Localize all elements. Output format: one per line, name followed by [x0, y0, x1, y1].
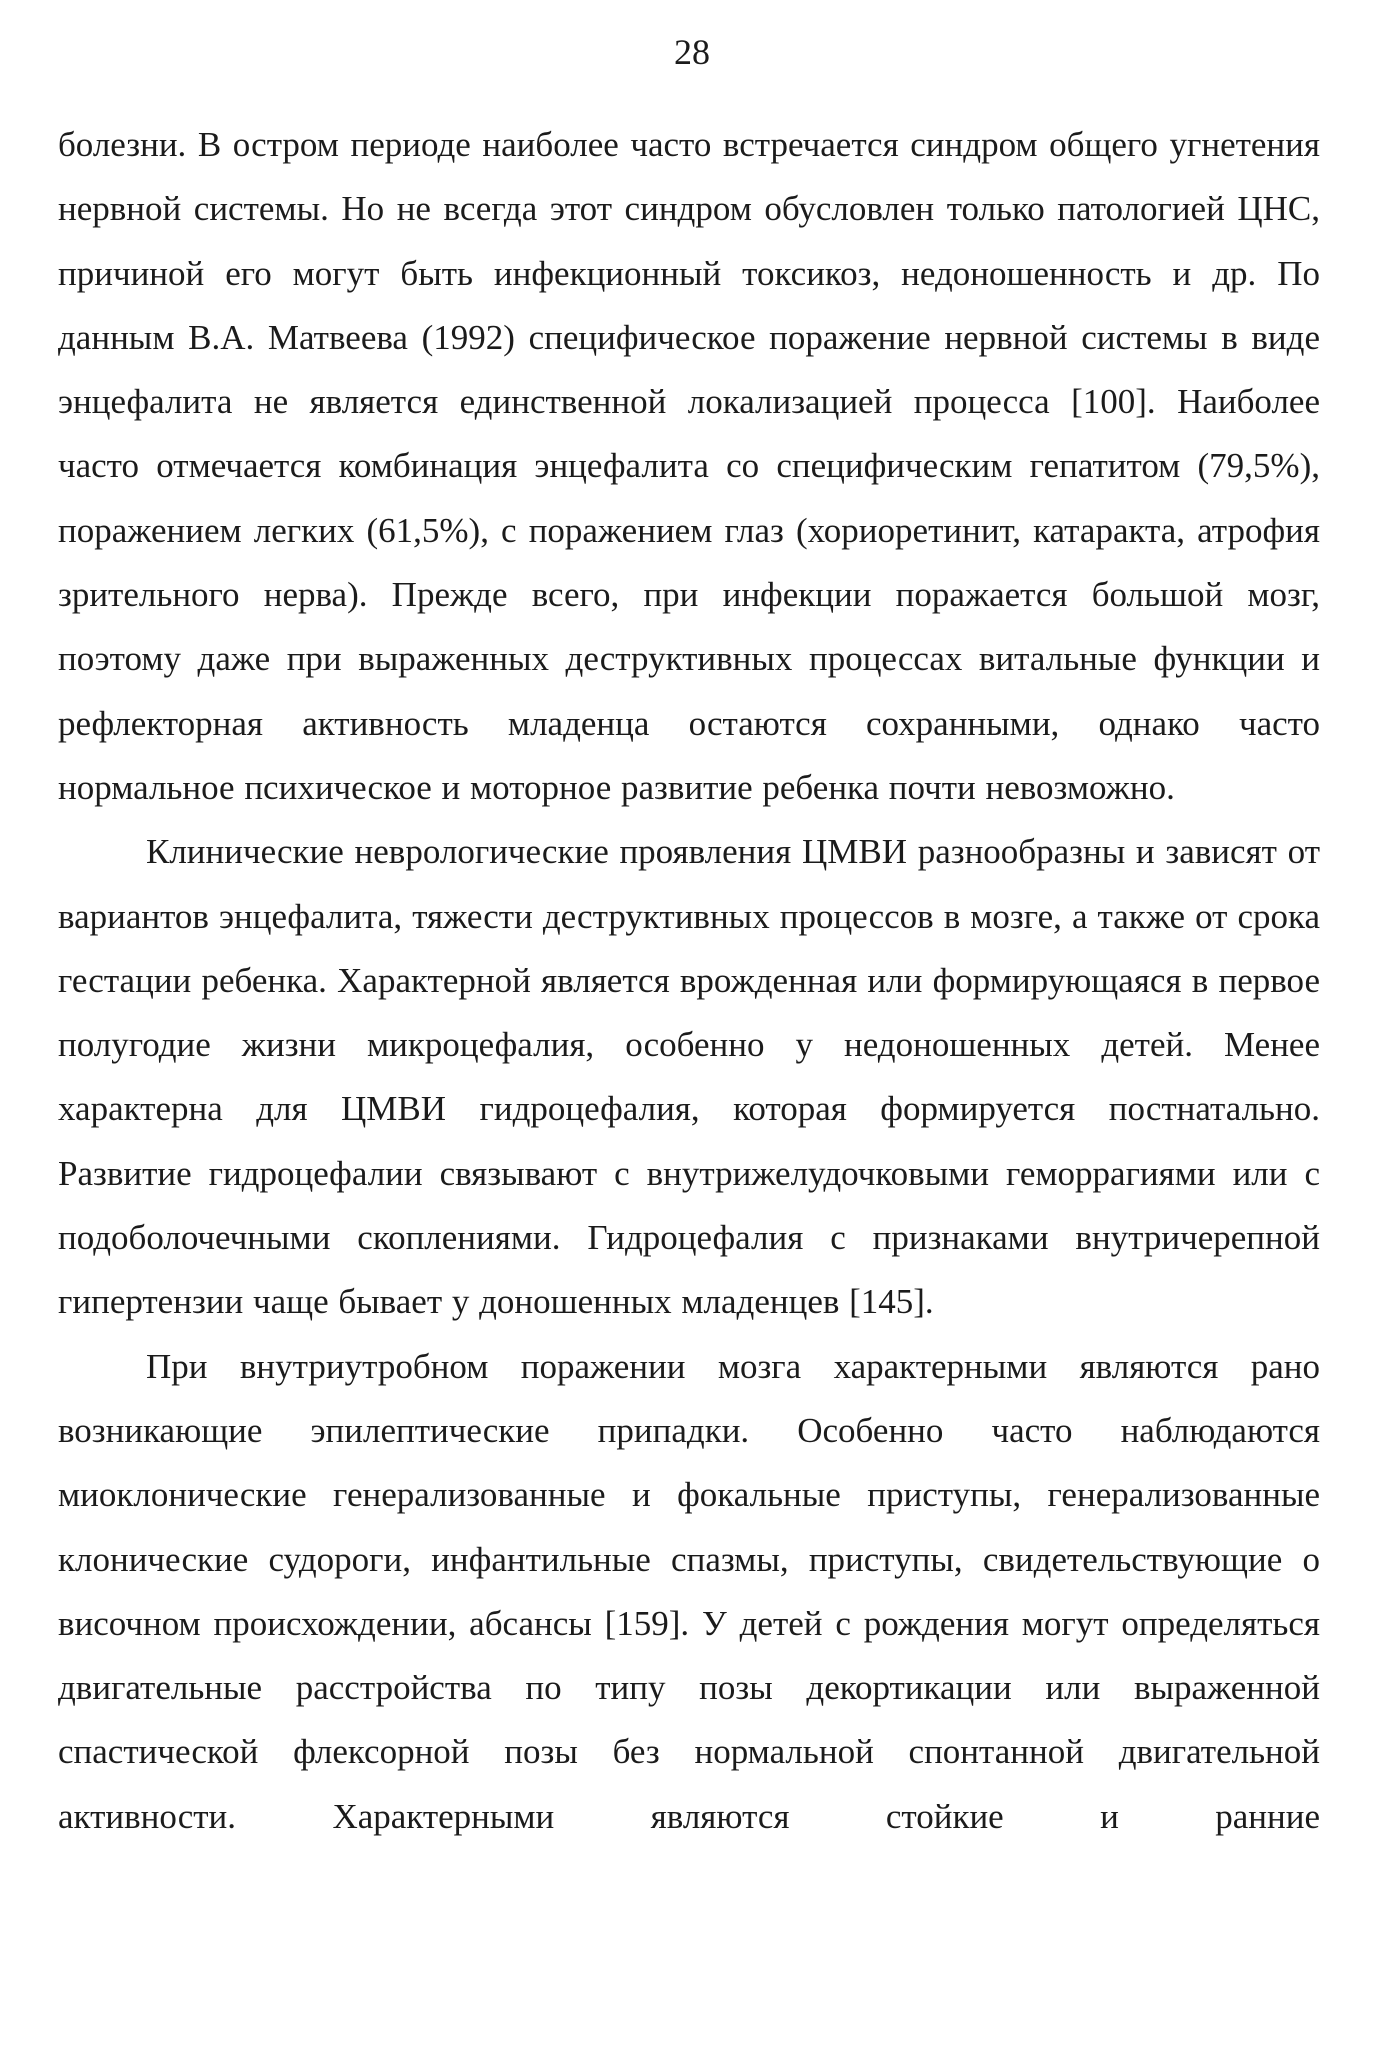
paragraph-2: Клинические неврологические проявления ЦМВИ разнообразны и зависят от вариантов энцефалита, тяжести деструктивных процессов в мозге, а также от срока гестации ребенка. Характерной является врожденная или формирующаяся в первое полугодие жизни микроцефалия, особенно у недоношенных детей. Менее характерна для ЦМВИ гидроцефалия, которая формируется постнатально. Развитие гидроцефалии связывают с внутрижелудочковыми геморрагиями или с подоболочечными скоплениями. Гидроцефалия с признаками внутричерепной гипертензии чаще бывает у доношенных младенцев [145].: [58, 832, 1320, 1322]
paragraph-1: болезни. В остром периоде наиболее часто встречается синдром общего угнетения нервной системы. Но не всегда этот синдром обусловлен только патологией ЦНС, причиной его могут быть инфекционный токсикоз, недоношенность и др. По данным В.А. Матвеева (1992) специфическое поражение нервной системы в виде энцефалита не является единственной локализацией процесса [100]. Наиболее часто отмечается комбинация энцефалита со специфическим гепатитом (79,5%), поражением легких (61,5%), с поражением глаз (хориоретинит, катаракта, атрофия зрительного нерва). Прежде всего, при инфекции поражается большой мозг, поэтому даже при выраженных деструктивных процессах витальные функции и рефлекторная активность младенца остаются сохранными, однако часто нормальное психическое и моторное развитие ребенка почти невозможно.: [58, 125, 1320, 807]
page-number: 28: [674, 32, 710, 72]
body-text: [58, 113, 1320, 1849]
paragraph-3: При внутриутробном поражении мозга характерными являются рано возникающие эпилептические припадки. Особенно часто наблюдаются миоклонические генерализованные и фокальные приступы, генерализованные клонические судороги, инфантильные спазмы, приступы, свидетельствующие о височном происхождении, абсансы [159]. У детей с рождения могут определяться двигательные расстройства по типу позы декортикации или выраженной спастической флексорной позы без нормальной спонтанной двигательной активности. Характерными являются стойкие и ранние: [58, 1346, 1320, 1836]
